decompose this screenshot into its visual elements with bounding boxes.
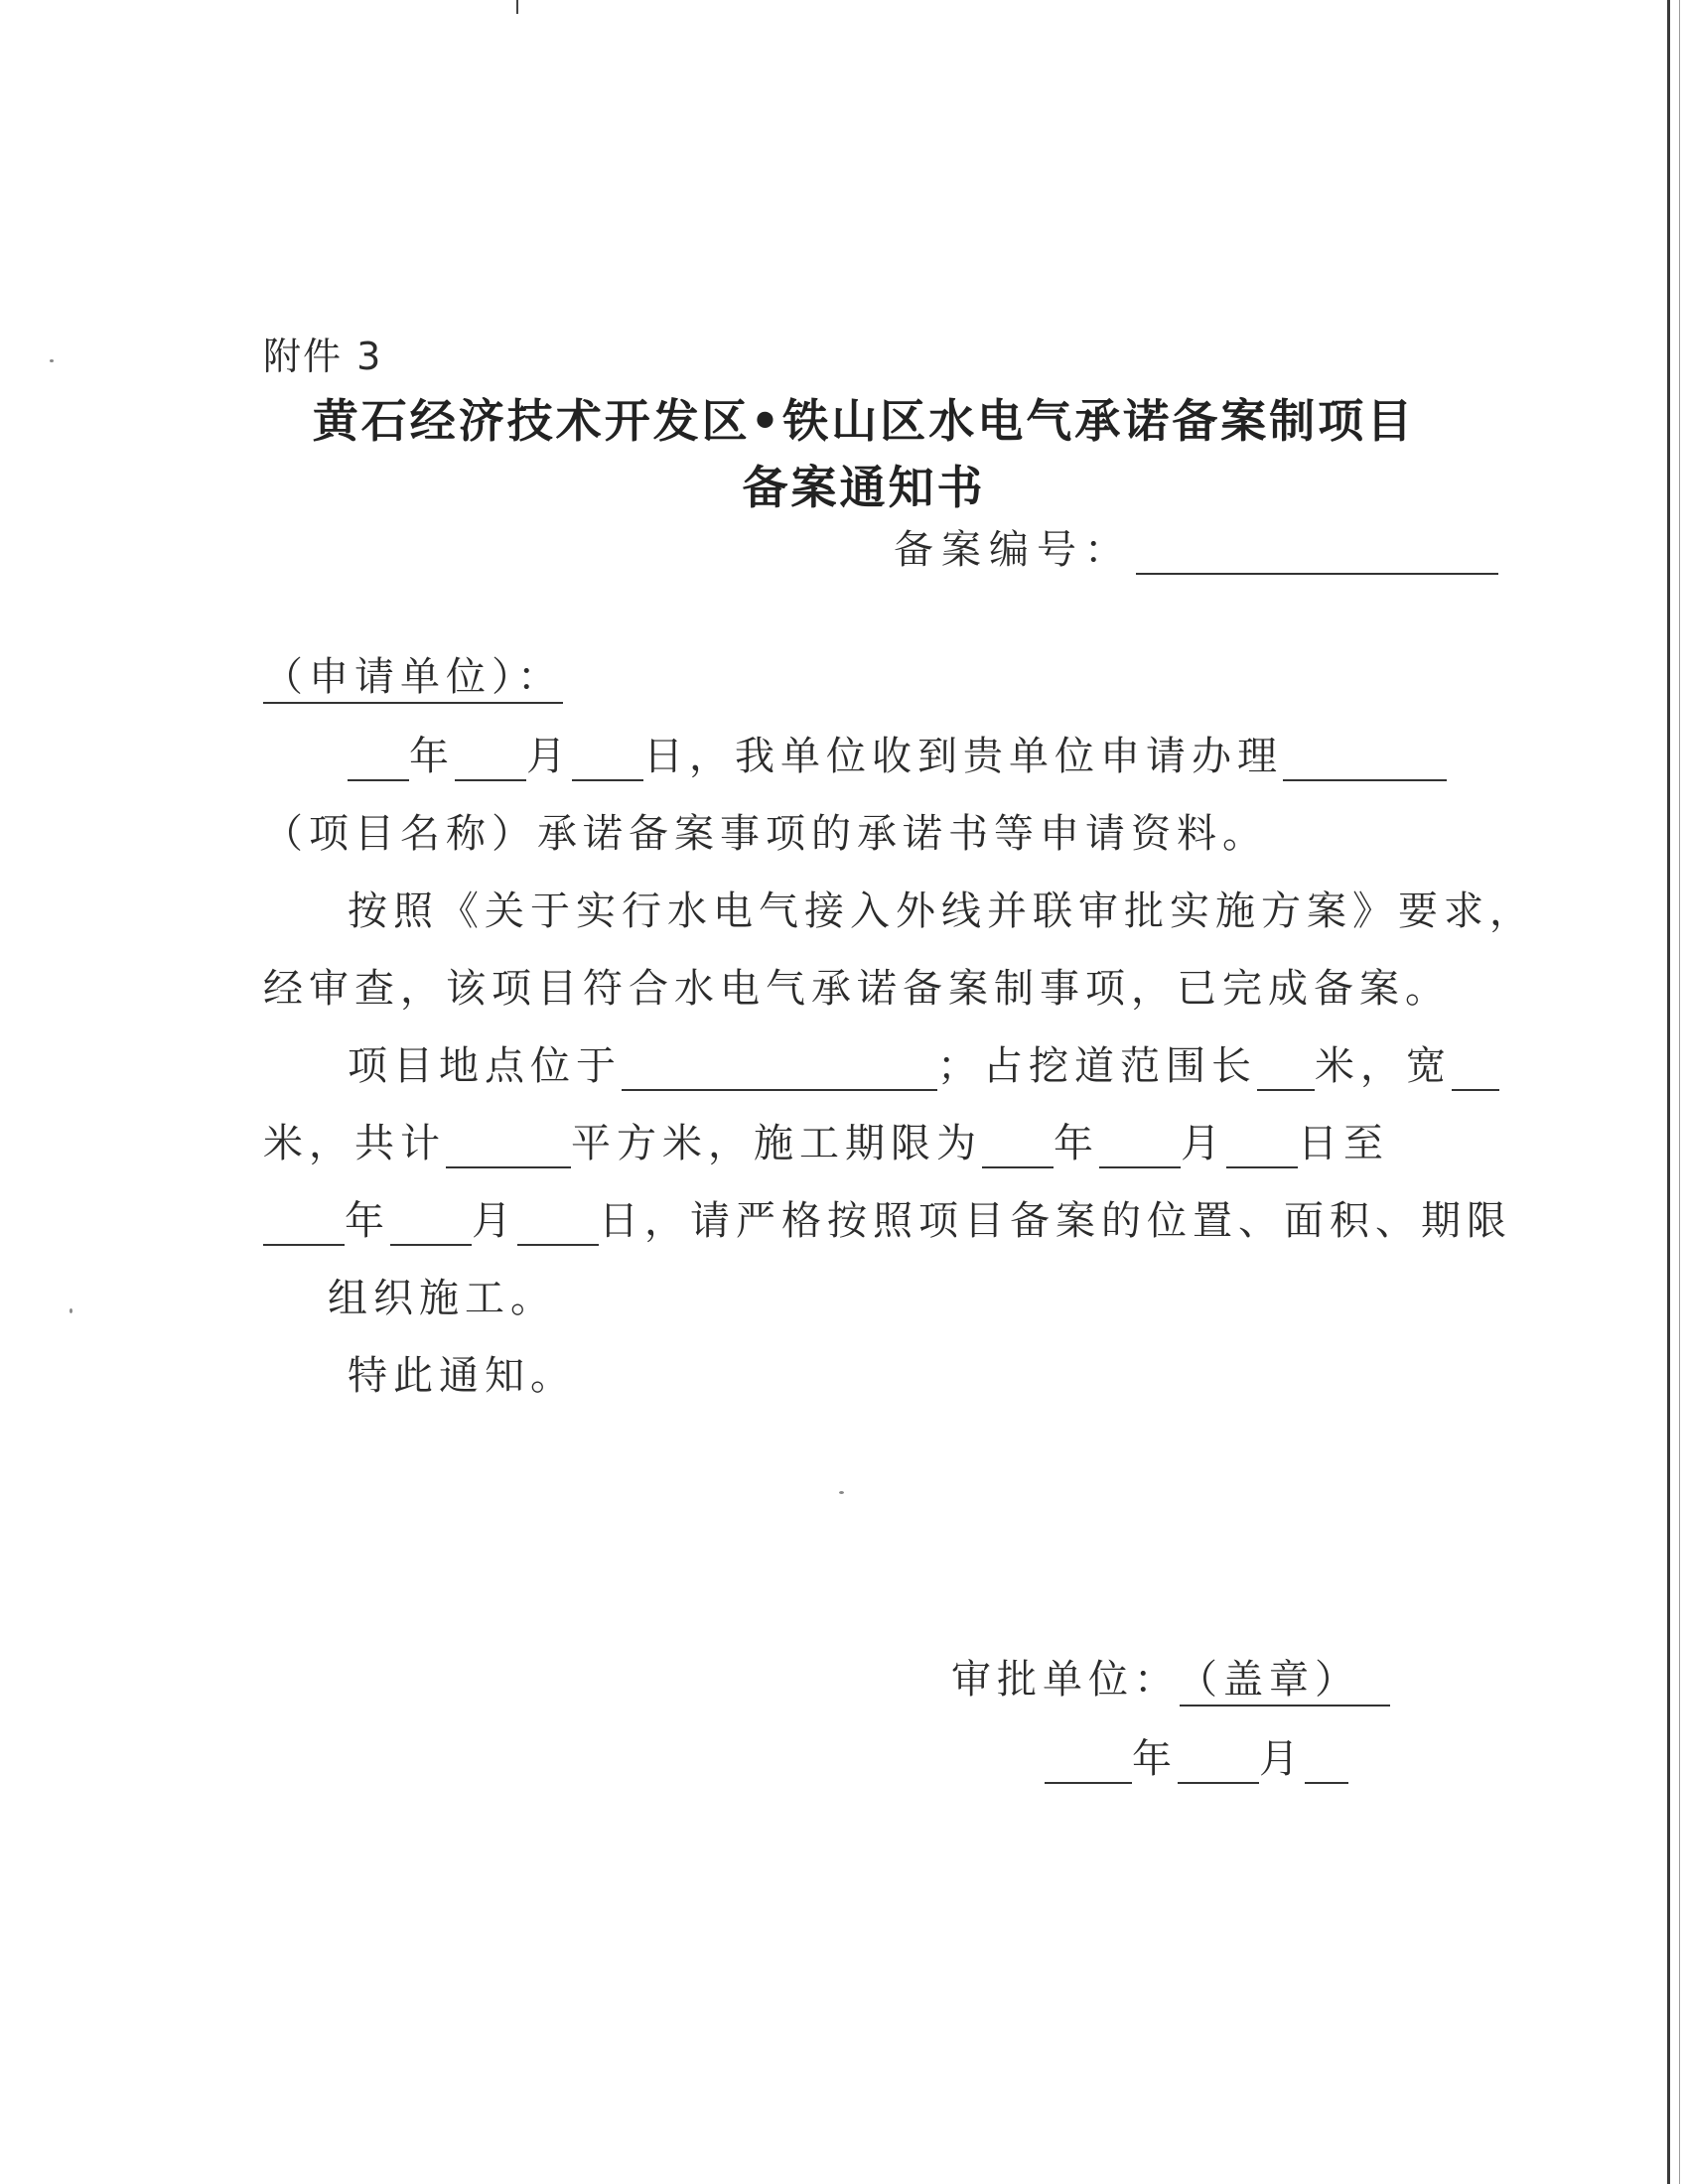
area-line bbox=[263, 1112, 1389, 1168]
basis-text: 按照《关于实行水电气接入外线并联审批实施方案》要求， bbox=[348, 888, 1535, 934]
approve-year-label: 年 bbox=[1132, 1736, 1178, 1782]
scan-edge-right-inner bbox=[1679, 0, 1680, 2184]
receipt-day-blank bbox=[572, 736, 643, 781]
end-month-blank bbox=[390, 1200, 472, 1246]
organize-text: 组织施工。 bbox=[328, 1276, 556, 1321]
end-month-label: 月 bbox=[472, 1198, 517, 1244]
area-unit-text: 平方米，施工期限为 bbox=[571, 1121, 982, 1166]
approve-month-label: 月 bbox=[1259, 1736, 1305, 1782]
document-title-line2: 备案通知书 bbox=[742, 461, 986, 514]
start-month-blank bbox=[1099, 1123, 1181, 1168]
organize-line bbox=[328, 1267, 556, 1323]
annex-label: 附件 3 bbox=[263, 335, 383, 378]
scan-speck bbox=[70, 1308, 72, 1313]
end-year-blank bbox=[263, 1200, 345, 1246]
notice-line bbox=[348, 1344, 576, 1401]
approver-line bbox=[951, 1648, 1390, 1705]
approver-label: 审批单位： bbox=[951, 1657, 1180, 1703]
location-prefix: 项目地点位于 bbox=[348, 1043, 622, 1089]
scan-top-mark bbox=[516, 0, 518, 14]
length-blank bbox=[1257, 1045, 1315, 1091]
record-number bbox=[894, 518, 1498, 575]
notice-text: 特此通知。 bbox=[348, 1353, 576, 1399]
receipt-month-label: 月 bbox=[526, 734, 572, 779]
start-year-blank bbox=[982, 1123, 1054, 1168]
scan-edge-right bbox=[1667, 0, 1670, 2184]
start-month-label: 月 bbox=[1181, 1121, 1226, 1166]
applicant-line bbox=[263, 645, 563, 702]
approve-date-line bbox=[1045, 1727, 1348, 1784]
start-day-blank bbox=[1226, 1123, 1298, 1168]
end-date-line bbox=[263, 1189, 1512, 1246]
receipt-text: 日，我单位收到贵单位申请办理 bbox=[643, 734, 1283, 779]
scan-speck bbox=[839, 1491, 844, 1494]
record-number-label: 备案编号： bbox=[894, 527, 1132, 573]
area-blank bbox=[446, 1123, 571, 1168]
end-day-text: 日，请严格按照项目备案的位置、面积、期限 bbox=[599, 1198, 1512, 1244]
seal-text: （盖章） bbox=[1180, 1657, 1390, 1706]
applicant-label: （申请单位）： bbox=[263, 654, 563, 704]
record-number-blank bbox=[1136, 527, 1498, 575]
review-text: 经审查，该项目符合水电气承诺备案制事项，已完成备案。 bbox=[263, 966, 1451, 1012]
approve-year-blank bbox=[1045, 1738, 1132, 1784]
receipt-date-line bbox=[348, 725, 1447, 781]
review-line bbox=[263, 957, 1451, 1014]
start-year-label: 年 bbox=[1054, 1121, 1099, 1166]
location-line bbox=[348, 1034, 1499, 1091]
end-day-blank bbox=[517, 1200, 599, 1246]
width-blank bbox=[1452, 1045, 1499, 1091]
project-text: （项目名称）承诺备案事项的承诺书等申请资料。 bbox=[263, 811, 1268, 857]
document-title-line1: 黄石经济技术开发区•铁山区水电气承诺备案制项目 bbox=[312, 394, 1416, 448]
receipt-year-blank bbox=[348, 736, 409, 781]
until-text: 日至 bbox=[1298, 1121, 1389, 1166]
end-year-label: 年 bbox=[345, 1198, 390, 1244]
scan-speck bbox=[50, 359, 54, 362]
basis-line bbox=[348, 880, 1535, 936]
receipt-month-blank bbox=[455, 736, 526, 781]
approve-month-blank bbox=[1178, 1738, 1259, 1784]
project-name-blank bbox=[1283, 736, 1447, 781]
area-meter-text: 米，共计 bbox=[263, 1121, 446, 1166]
location-blank bbox=[622, 1045, 937, 1091]
location-mid: ；占挖道范围长 bbox=[937, 1043, 1257, 1089]
approve-day-blank bbox=[1305, 1738, 1348, 1784]
length-width-text: 米，宽 bbox=[1315, 1043, 1452, 1089]
project-line bbox=[263, 802, 1268, 859]
receipt-year-label: 年 bbox=[409, 734, 455, 779]
